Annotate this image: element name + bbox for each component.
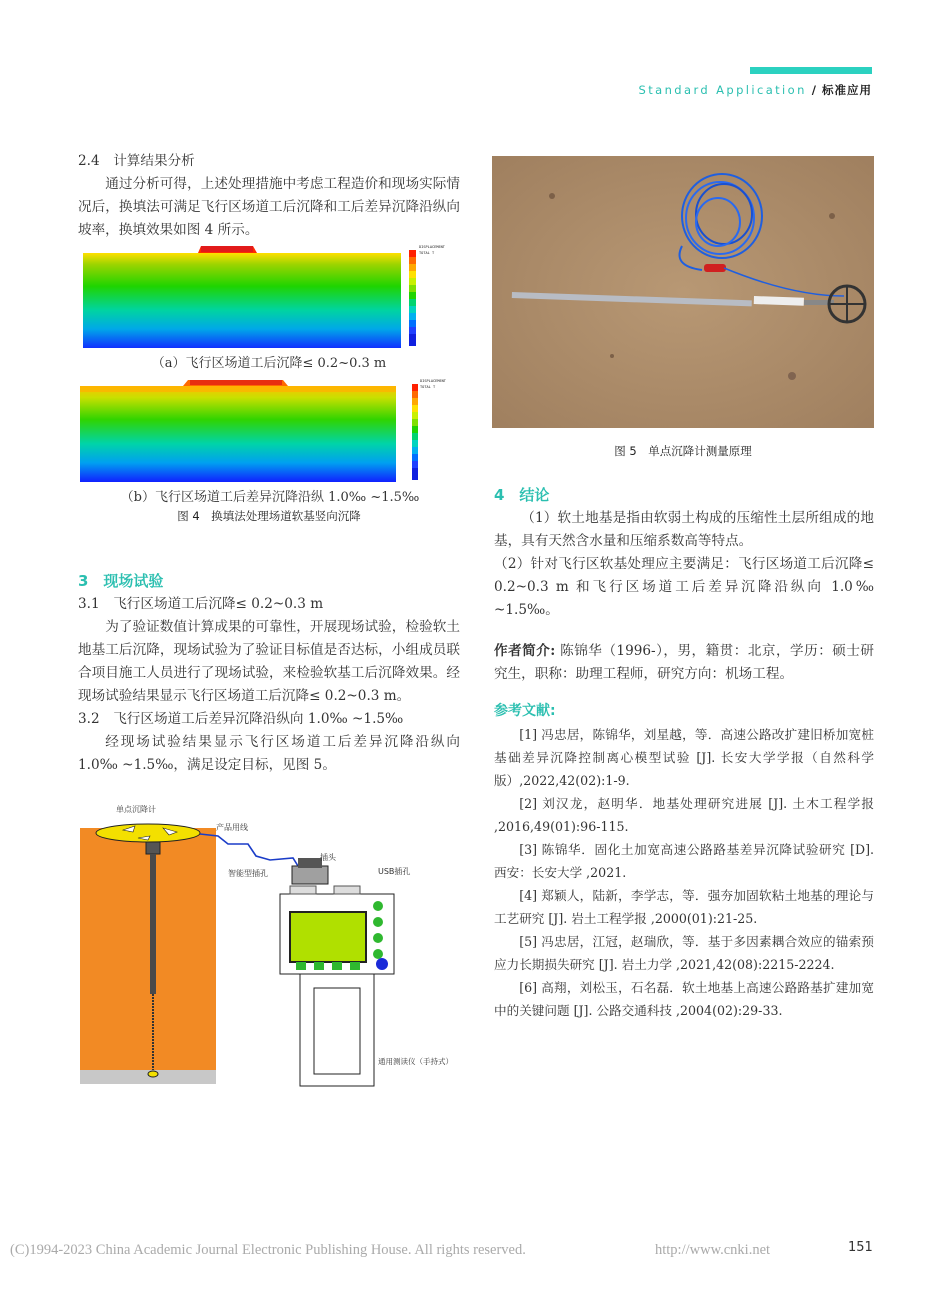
sec32-title: 3.2 飞行区场道工后差异沉降沿纵向 1.0‰ ~1.5‰ xyxy=(78,711,404,727)
header-sep: / xyxy=(806,83,822,97)
sec31-para: 为了验证数值计算成果的可靠性，开展现场试验，检验软土地基工后沉降，现场试验为了验证目标值是否达标，小组成员联合项目施工人员进行了现场试验，来检验软基工后沉降效果。经现场试验结果显示飞行区场道工后沉降≤ 0.2~0.3 m。 xyxy=(78,619,460,704)
diagram-reader-label: 通用测读仪（手持式） xyxy=(378,1057,453,1066)
running-header xyxy=(639,82,872,98)
header-accent-bar xyxy=(750,67,872,74)
author-label: 作者简介: xyxy=(494,643,556,659)
refs-title: 参考文献: xyxy=(494,703,556,719)
author-bio xyxy=(494,640,874,686)
sec4-title: 4 结论 xyxy=(494,486,550,504)
diagram-usb-label: USB插孔 xyxy=(378,867,411,876)
settlement-diagram xyxy=(78,800,460,1090)
right-column xyxy=(494,484,874,1022)
diagram-title: 单点沉降计 xyxy=(116,805,156,814)
fig4b-caption: （b）飞行区场道工后差异沉降沿纵 1.0‰ ~1.5‰ xyxy=(120,490,420,505)
fig4b xyxy=(78,378,456,482)
left-column xyxy=(78,150,460,242)
reference-list xyxy=(494,723,874,1022)
reference-item: [1] 冯忠居，陈锦华，刘星越，等．高速公路改扩建旧桥加宽桩基础差异沉降控制离心模型试验 [J]. 长安大学学报（自然科学版）,2022,42(02):1-9. xyxy=(494,727,874,788)
sec32-para: 经现场试验结果显示飞行区场道工后差异沉降沿纵向 1.0‰ ~1.5‰，满足设定目标，见图 5。 xyxy=(78,734,460,773)
page-number: 151 xyxy=(848,1240,873,1255)
fig4a-legend-title: DISPLACEMENT TOTAL T xyxy=(419,245,445,255)
author-text: 陈锦华（1996-），男，籍贯：北京，学历：硕士研究生，职称：助理工程师，研究方向：机场工程。 xyxy=(494,643,875,682)
reference-item: [5] 冯忠居，江冠，赵瑞欣，等．基于多因素耦合效应的锚索预应力长期损失研究 [J]. 岩土力学 ,2021,42(08):2215-2224. xyxy=(494,934,874,972)
diagram-cable-label: 产品用线 xyxy=(216,823,248,832)
sec3-block xyxy=(78,570,460,777)
sec24-para: 通过分析可得，上述处理措施中考虑工程造价和现场实际情况后，换填法可满足飞行区场道工后沉降和工后差异沉降沿纵向坡率，换填效果如图 4 所示。 xyxy=(78,176,460,238)
reference-item: [3] 陈锦华．固化土加宽高速公路路基差异沉降试验研究 [D]. 西安：长安大学 ,2021. xyxy=(494,842,874,880)
sec3-title: 3 现场试验 xyxy=(78,572,164,590)
fig5-caption: 图 5 单点沉降计测量原理 xyxy=(614,444,752,458)
header-en: Standard Application xyxy=(638,83,807,97)
sec31-title: 3.1 飞行区场道工后沉降≤ 0.2~0.3 m xyxy=(78,596,324,612)
sec4-p1: （1）软土地基是指由软弱土构成的压缩性土层所组成的地基，具有天然含水量和压缩系数高等特点。 xyxy=(494,510,874,549)
footer-url[interactable]: http://www.cnki.net xyxy=(655,1242,771,1258)
sec4-p2: （2）针对飞行区软基处理应主要满足：飞行区场道工后沉降≤ 0.2~0.3 m 和飞行区场道工后差异沉降沿纵向 1.0‰ ~1.5‰。 xyxy=(494,556,874,618)
reference-item: [6] 高翔，刘松玉，石名磊．软土地基上高速公路路基扩建加宽中的关键问题 [J]. 公路交通科技 ,2004(02):29-33. xyxy=(494,980,874,1018)
diagram-plug-label: 插头 xyxy=(320,853,336,862)
fig4b-legend-title: DISPLACEMENT TOTAL T xyxy=(420,379,446,389)
sec24-title: 2.4 计算结果分析 xyxy=(78,153,195,169)
reference-item: [2] 刘汉龙，赵明华．地基处理研究进展 [J]. 土木工程学报 ,2016,49(01):96-115. xyxy=(494,796,874,834)
fig5-photo-svg xyxy=(492,156,874,428)
fig4b-contour xyxy=(78,378,456,482)
footer-copyright: (C)1994-2023 China Academic Journal Electronic Publishing House. All rights reserved. xyxy=(10,1242,526,1258)
diagram-smart-socket-label: 智能型插孔 xyxy=(228,869,268,878)
fig4a-contour xyxy=(83,244,453,348)
fig4a xyxy=(83,244,453,348)
fig4-caption: 图 4 换填法处理场道软基竖向沉降 xyxy=(177,509,361,523)
fig5-photo xyxy=(492,156,874,428)
fig4a-caption: （a）飞行区场道工后沉降≤ 0.2~0.3 m xyxy=(151,356,387,371)
diagram-svg xyxy=(78,800,460,1090)
reference-item: [4] 郑颖人，陆新，李学志，等．强夯加固软粘土地基的理论与工艺研究 [J]. 岩土工程学报 ,2000(01):21-25. xyxy=(494,888,874,926)
header-cn: 标准应用 xyxy=(822,83,872,97)
